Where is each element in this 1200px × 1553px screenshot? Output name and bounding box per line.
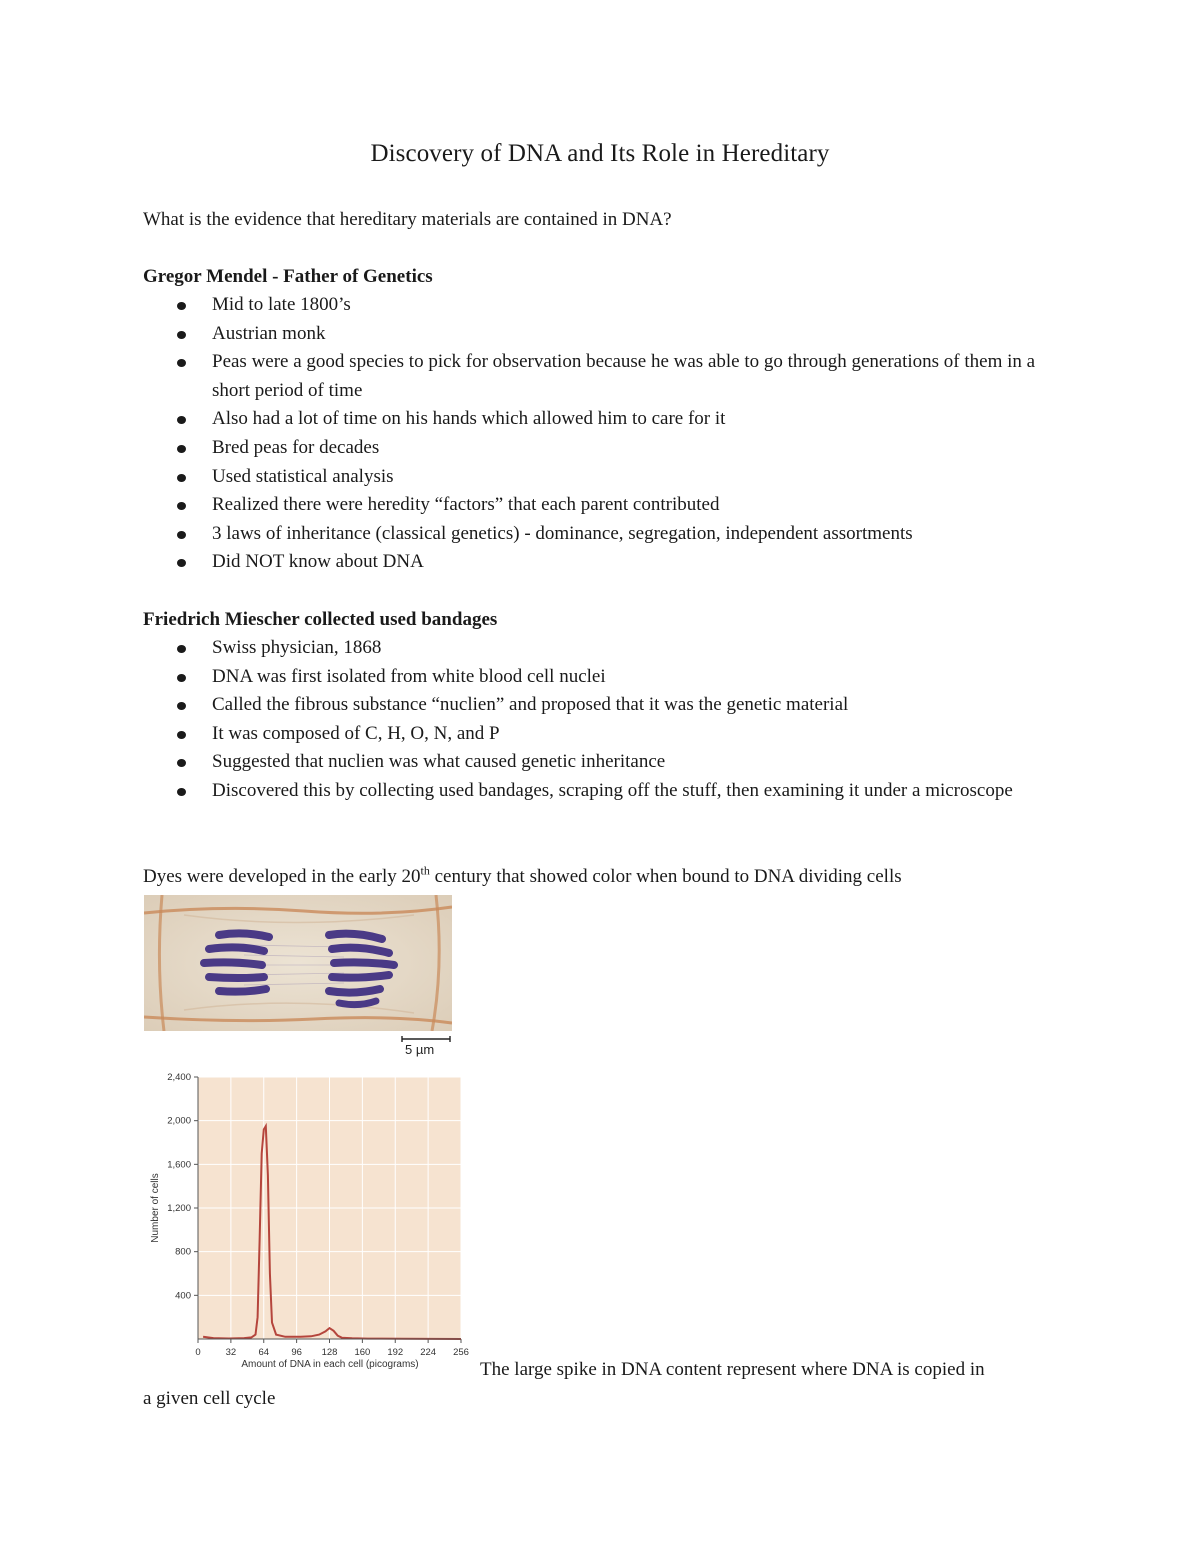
mendel-bullet-text: Bred peas for decades: [212, 436, 380, 458]
page-title: Discovery of DNA and Its Role in Hereditary: [370, 140, 830, 167]
x-tick-label: 192: [387, 1347, 404, 1358]
x-tick-label: 32: [225, 1347, 237, 1358]
dna-content-chart: [144, 1065, 474, 1377]
mendel-bullet-item: [143, 291, 1043, 320]
bullet-dot-icon: [177, 416, 186, 424]
bullet-dot-icon: [177, 474, 186, 482]
caption-line-2: a given cell cycle: [143, 1388, 276, 1409]
caption-line-1: The large spike in DNA content represent where DNA is copied in: [480, 1359, 985, 1380]
dyes-paragraph: [143, 862, 902, 891]
miescher-bullet-item: [143, 720, 1043, 749]
scale-label: 5 µm: [405, 1042, 435, 1057]
mendel-bullet-text: Mid to late 1800’s: [212, 294, 351, 315]
bullet-dot-icon: [177, 731, 186, 739]
dyes-text-after: century that showed color when bound to DNA dividing cells: [429, 866, 902, 887]
x-tick-label: 128: [321, 1347, 338, 1358]
miescher-bullet-text: Swiss physician, 1868: [212, 637, 382, 658]
mendel-bullet-item: [143, 491, 1043, 520]
mendel-bullet-text: Peas were a good species to pick for observation because he was able to go through generations of them in a short period of time: [212, 351, 1036, 401]
y-axis-label: Number of cells: [150, 1173, 161, 1243]
x-tick-label: 0: [195, 1347, 201, 1358]
miescher-bullet-text: Discovered this by collecting used bandages, scraping off the stuff, then examining it under a microscope: [212, 779, 1013, 801]
miescher-bullet-item: [143, 777, 1043, 806]
bullet-dot-icon: [177, 759, 186, 767]
bullet-dot-icon: [177, 331, 186, 339]
bullet-dot-icon: [177, 702, 186, 710]
bullet-dot-icon: [177, 302, 186, 310]
y-tick-label: 1,600: [167, 1159, 191, 1171]
miescher-bullet-item: [143, 691, 1043, 720]
mendel-bullet-list: [143, 291, 1043, 577]
y-tick-label: 1,200: [167, 1203, 191, 1214]
miescher-bullet-item: [143, 748, 1043, 777]
mendel-bullet-text: Did NOT know about DNA: [212, 551, 424, 573]
dyes-superscript: th: [420, 863, 430, 878]
bullet-dot-icon: [177, 502, 186, 510]
x-tick-label: 96: [291, 1347, 302, 1358]
x-tick-label: 160: [354, 1347, 371, 1358]
mendel-bullet-text: Austrian monk: [212, 322, 326, 344]
miescher-bullet-text: Called the fibrous substance “nuclien” and proposed that it was the genetic material: [212, 694, 849, 716]
mendel-bullet-item: [143, 520, 1043, 549]
mendel-bullet-item: [143, 320, 1043, 349]
dividing-cell-micrograph: [144, 895, 452, 1031]
y-tick-label: 2,000: [167, 1115, 191, 1127]
x-tick-label: 64: [258, 1347, 270, 1358]
intro-question: What is the evidence that hereditary materials are contained in DNA?: [143, 209, 672, 230]
miescher-bullet-text: It was composed of C, H, O, N, and P: [212, 722, 500, 744]
mendel-bullet-item: [143, 405, 1043, 434]
y-tick-label: 400: [175, 1290, 191, 1302]
x-tick-label: 224: [420, 1347, 437, 1358]
bullet-dot-icon: [177, 788, 186, 796]
mendel-heading: Gregor Mendel - Father of Genetics: [143, 266, 433, 287]
mendel-bullet-item: [143, 548, 1043, 577]
bullet-dot-icon: [177, 674, 186, 682]
mendel-bullet-item: [143, 434, 1043, 463]
bullet-dot-icon: [177, 645, 186, 653]
x-axis-label: Amount of DNA in each cell (picograms): [241, 1359, 419, 1370]
miescher-heading: Friedrich Miescher collected used bandages: [143, 609, 498, 630]
mendel-bullet-text: Realized there were heredity “factors” that each parent contributed: [212, 494, 720, 516]
dyes-text-before: Dyes were developed in the early 20: [143, 866, 421, 887]
bullet-dot-icon: [177, 559, 186, 567]
mendel-bullet-item: [143, 463, 1043, 492]
mendel-bullet-text: 3 laws of inheritance (classical genetics) - dominance, segregation, independent assortments: [212, 522, 913, 544]
bullet-dot-icon: [177, 359, 186, 367]
miescher-bullet-item: [143, 663, 1043, 692]
x-tick-label: 256: [453, 1347, 469, 1358]
bullet-dot-icon: [177, 445, 186, 453]
mendel-bullet-text: Used statistical analysis: [212, 465, 394, 487]
mendel-bullet-text: Also had a lot of time on his hands which allowed him to care for it: [212, 408, 726, 430]
miescher-bullet-list: [143, 634, 1043, 806]
miescher-bullet-text: Suggested that nuclien was what caused genetic inheritance: [212, 751, 666, 773]
bullet-dot-icon: [177, 531, 186, 539]
y-tick-label: 800: [175, 1246, 191, 1258]
y-tick-label: 2,400: [167, 1072, 191, 1083]
miescher-bullet-item: [143, 634, 1043, 663]
mendel-bullet-item: [143, 348, 1043, 405]
miescher-bullet-text: DNA was first isolated from white blood cell nuclei: [212, 665, 606, 687]
